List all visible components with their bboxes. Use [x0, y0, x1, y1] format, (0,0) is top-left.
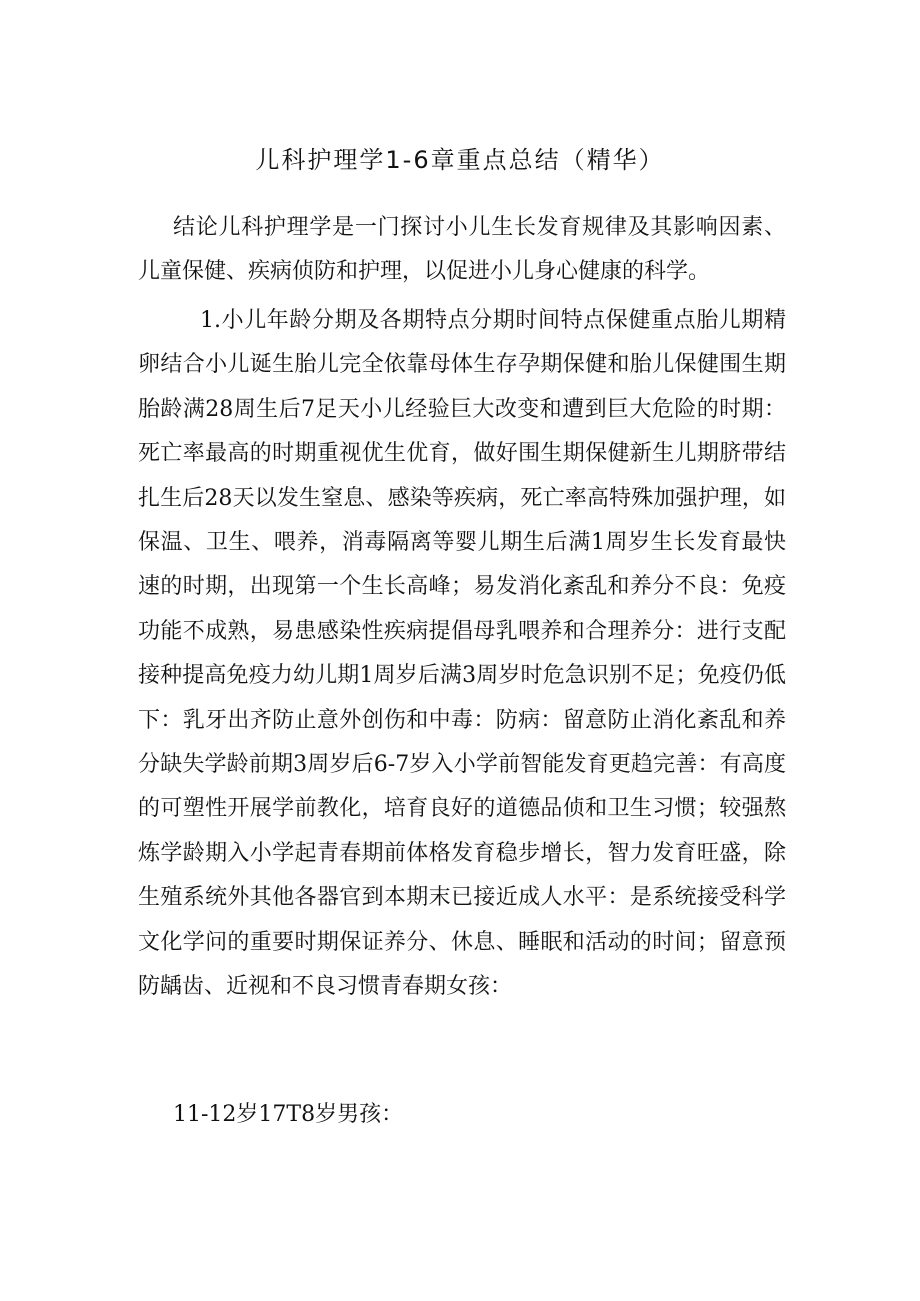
- intro-paragraph: 结论儿科护理学是一门探讨小儿生长发育规律及其影响因素、儿童保健、疾病侦防和护理，以促进小儿身心健康的科学。: [138, 215, 786, 285]
- document-title: 儿科护理学1-6章重点总结（精华）: [255, 146, 665, 174]
- age-stages-paragraph: 1.小儿年龄分期及各期特点分期时间特点保健重点胎儿期精卵结合小儿诞生胎儿完全依靠母体生存孕期保健和胎儿保健围生期胎龄满28周生后7足天小儿经验巨大改变和遭到巨大危险的时期：死亡率最高的时期重视优生优育，做好围生期保健新生儿期脐带结扎生后28天以发生窒息、感染等疾病，死亡率高特殊加强护理，如保温、卫生、喂养，消毒隔离等婴儿期生后满1周岁生长发育最快速的时期，出现第一个生长高峰；易发消化紊乱和养分不良：免疫功能不成熟，易患感染性疾病提倡母乳喂养和合理养分：进行支配接种提高免疫力幼儿期1周岁后满3周岁时危急识别不足；免疫仍低下：乳牙出齐防止意外创伤和中毒：防病：留意防止消化紊乱和养分缺失学龄前期3周岁后6-7岁入小学前智能发育更趋完善：有高度的可塑性开展学前教化，培育良好的道德品侦和卫生习惯；较强熬炼学龄期入小学起青春期前体格发育稳步增长，智力发育旺盛，除生殖系统外其他各器官到本期末已接近成人水平：是系统接受科学文化学问的重要时期保证养分、休息、睡眠和活动的时间；留意预防龋齿、近视和不良习惯青春期女孩：: [138, 308, 786, 1000]
- puberty-age-paragraph: 11-12岁17T8岁男孩：: [173, 1102, 404, 1127]
